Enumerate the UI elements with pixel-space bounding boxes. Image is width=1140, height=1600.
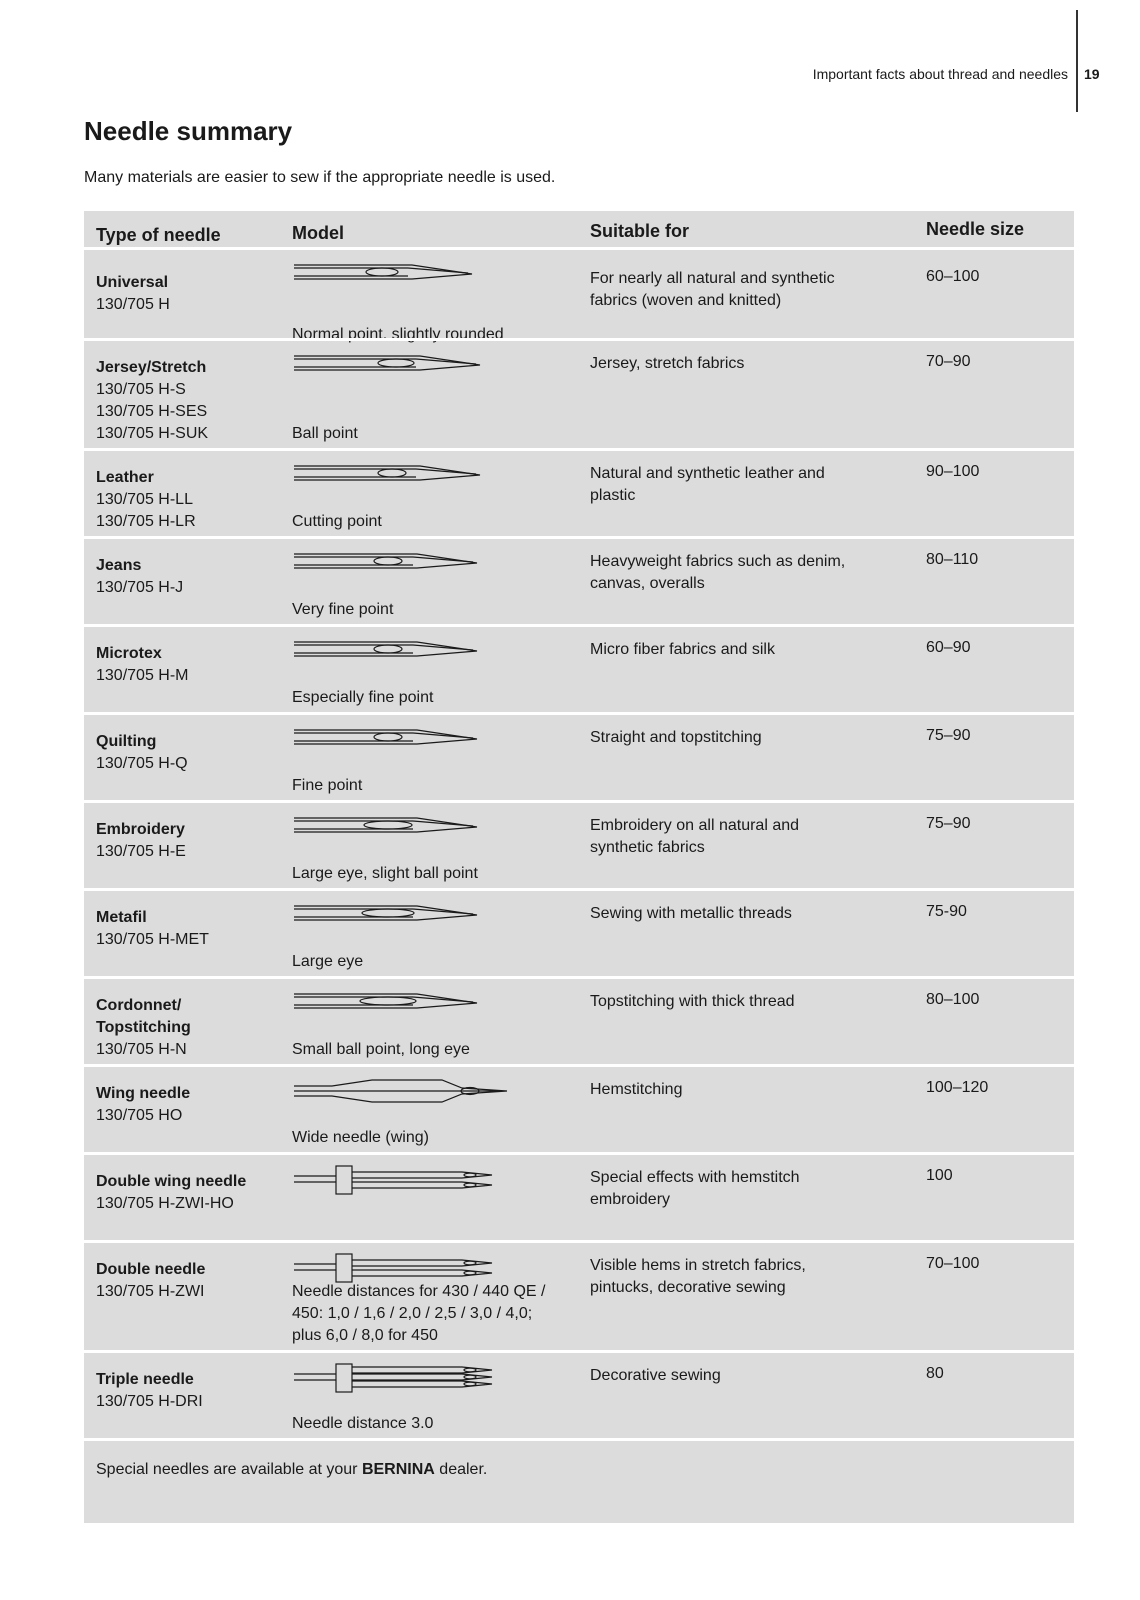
page-title: Needle summary xyxy=(84,116,293,146)
suitable-for: Special effects with hemstitch embroidery xyxy=(590,1169,800,1208)
point-description: Needle distance 3.0 xyxy=(292,1415,434,1432)
suitable-for: Jersey, stretch fabrics xyxy=(590,355,745,372)
needle-size: 60–100 xyxy=(926,268,980,285)
needle-type xyxy=(96,731,276,775)
needle-code: 130/705 H xyxy=(96,296,170,313)
needle-table xyxy=(84,211,1074,1523)
needle-model xyxy=(292,1363,582,1438)
suitable-for: Embroidery on all natural and synthetic fabrics xyxy=(590,817,800,856)
needle-code: 130/705 H-M xyxy=(96,667,189,684)
needle-name: Microtex xyxy=(96,645,162,662)
table-row xyxy=(84,624,1074,712)
table-row xyxy=(84,800,1074,888)
footer-note-text: Special needles are available at your xyxy=(96,1461,362,1478)
table-row xyxy=(84,448,1074,536)
table-row xyxy=(84,1350,1074,1438)
needle-size: 75-90 xyxy=(926,903,967,920)
point-description: Ball point xyxy=(292,425,358,442)
needle-model xyxy=(292,549,582,624)
suitable-for: Sewing with metallic threads xyxy=(590,905,792,922)
needle-code: 130/705 H-SES xyxy=(96,403,208,420)
needle-size: 100 xyxy=(926,1167,953,1184)
needle-type xyxy=(96,643,276,687)
intro-text: Many materials are easier to sew if the appropriate needle is used. xyxy=(84,169,556,186)
column-header-suitable: Suitable for xyxy=(590,221,690,241)
table-row xyxy=(84,1152,1074,1240)
header-divider xyxy=(1076,10,1078,112)
needle-size: 80–100 xyxy=(926,991,980,1008)
needle-size: 80 xyxy=(926,1365,944,1382)
column-header-size: Needle size xyxy=(926,219,1025,239)
point-description: Needle distances for 430 / 440 QE / 450: 1,0 / 1,6 / 2,0 / 2,5 / 3,0 / 4,0; plus 6,0 / 8,0 for 450 xyxy=(292,1283,546,1344)
table-row xyxy=(84,247,1074,343)
needle-code: 130/705 HO xyxy=(96,1107,183,1124)
needle-size: 80–110 xyxy=(926,551,979,568)
table-row xyxy=(84,976,1074,1064)
needle-type xyxy=(96,819,276,863)
suitable-for: Micro fiber fabrics and silk xyxy=(590,641,775,658)
needle-size: 75–90 xyxy=(926,727,971,744)
table-header xyxy=(84,211,1074,247)
needle-code: 130/705 H-J xyxy=(96,579,184,596)
needle-type xyxy=(96,907,276,951)
needle-model xyxy=(292,813,582,888)
section-title: Important facts about thread and needles xyxy=(812,66,1068,82)
point-description: Large eye, slight ball point xyxy=(292,865,478,882)
needle-code: 130/705 H-N xyxy=(96,1041,187,1058)
needle-type xyxy=(96,555,276,599)
needle-model xyxy=(292,989,582,1064)
table-row xyxy=(84,888,1074,976)
needle-type xyxy=(96,1369,276,1413)
table-row xyxy=(84,1064,1074,1152)
needle-type xyxy=(96,1259,276,1303)
point-description: Fine point xyxy=(292,777,363,794)
needle-model xyxy=(292,725,582,800)
needle-size: 100–120 xyxy=(926,1079,989,1096)
needle-model xyxy=(292,901,582,976)
point-description: Large eye xyxy=(292,953,364,970)
needle-model xyxy=(292,1077,582,1152)
page-number: 19 xyxy=(1084,66,1100,82)
needle-code: 130/705 H-DRI xyxy=(96,1393,203,1410)
needle-model xyxy=(292,260,582,343)
needle-model xyxy=(292,1165,582,1240)
needle-code: 130/705 H-LL xyxy=(96,491,193,508)
needle-name: Cordonnet/ Topstitching xyxy=(96,997,191,1036)
needle-name: Wing needle xyxy=(96,1085,191,1102)
needle-type xyxy=(96,995,276,1061)
table-row xyxy=(84,338,1074,448)
needle-size: 70–100 xyxy=(926,1255,980,1272)
needle-name: Jersey/Stretch xyxy=(96,359,207,376)
suitable-for: Visible hems in stretch fabrics, pintucks, decorative sewing xyxy=(590,1257,806,1296)
point-description: Wide needle (wing) xyxy=(292,1129,429,1146)
needle-type xyxy=(96,1171,276,1215)
needle-code: 130/705 H-S xyxy=(96,381,186,398)
suitable-for: Straight and topstitching xyxy=(590,729,762,746)
needle-type xyxy=(96,467,276,533)
suitable-for: Natural and synthetic leather and plastic xyxy=(590,465,825,504)
needle-size: 60–90 xyxy=(926,639,971,656)
needle-code: 130/705 H-MET xyxy=(96,931,209,948)
needle-code: 130/705 H-Q xyxy=(96,755,188,772)
column-header-type: Type of needle xyxy=(96,225,221,245)
needle-type xyxy=(96,1083,276,1127)
needle-model xyxy=(292,351,582,448)
needle-size: 75–90 xyxy=(926,815,971,832)
table-row xyxy=(84,1240,1074,1350)
needle-name: Metafil xyxy=(96,909,147,926)
needle-size: 70–90 xyxy=(926,353,971,370)
needle-name: Double needle xyxy=(96,1261,206,1278)
brand-name: BERNINA xyxy=(361,1461,435,1478)
suitable-for: Topstitching with thick thread xyxy=(590,993,795,1010)
point-description: Small ball point, long eye xyxy=(292,1041,470,1058)
table-row xyxy=(84,536,1074,624)
needle-code: 130/705 H-E xyxy=(96,843,186,860)
needle-name: Leather xyxy=(96,469,154,486)
needle-name: Jeans xyxy=(96,557,142,574)
point-description: Cutting point xyxy=(292,513,382,530)
suitable-for: For nearly all natural and synthetic fabrics (woven and knitted) xyxy=(590,270,835,309)
needle-name: Quilting xyxy=(96,733,157,750)
needle-code: 130/705 H-ZWI-HO xyxy=(96,1195,234,1212)
needle-type xyxy=(96,272,276,316)
needle-model xyxy=(292,1253,582,1350)
needle-model xyxy=(292,461,582,536)
point-description: Normal point, slightly rounded xyxy=(292,326,504,343)
needle-code: 130/705 H-SUK xyxy=(96,425,209,442)
needle-code: 130/705 H-ZWI xyxy=(96,1283,205,1300)
needle-type xyxy=(96,357,276,445)
needle-name: Double wing needle xyxy=(96,1173,247,1190)
needle-name: Embroidery xyxy=(96,821,185,838)
point-description: Very fine point xyxy=(292,601,394,618)
needle-name: Triple needle xyxy=(96,1371,194,1388)
needle-model xyxy=(292,637,582,712)
column-header-model: Model xyxy=(292,223,344,243)
suitable-for: Heavyweight fabrics such as denim, canvas, overalls xyxy=(590,553,846,592)
suitable-for: Hemstitching xyxy=(590,1081,683,1098)
suitable-for: Decorative sewing xyxy=(590,1367,721,1384)
footer-note-end: dealer. xyxy=(434,1461,488,1478)
point-description: Especially fine point xyxy=(292,689,434,706)
table-row xyxy=(84,712,1074,800)
needle-size: 90–100 xyxy=(926,463,980,480)
footer-note xyxy=(84,1438,1074,1499)
needle-name: Universal xyxy=(96,274,169,291)
needle-code: 130/705 H-LR xyxy=(96,513,196,530)
